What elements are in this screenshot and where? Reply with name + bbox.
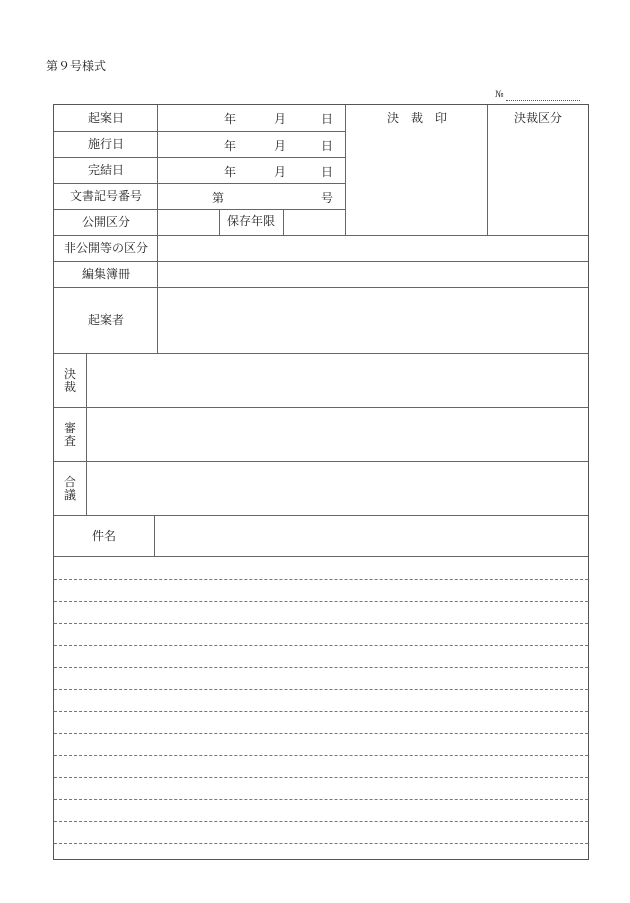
- row-divider: [54, 131, 345, 132]
- row-divider: [54, 287, 588, 288]
- subject-line: [54, 711, 588, 712]
- retention-right-divider: [283, 209, 284, 235]
- label-column-divider: [157, 105, 158, 353]
- class-column-divider: [487, 105, 488, 235]
- subject-line: [54, 689, 588, 690]
- retention-left-divider: [219, 209, 220, 235]
- draft-date-year: 年: [224, 112, 237, 126]
- subject-line: [54, 601, 588, 602]
- doc-number-prefix: 第: [212, 191, 225, 205]
- subject-line: [54, 645, 588, 646]
- completion-date-day: 日: [321, 165, 334, 179]
- row-divider: [54, 461, 588, 462]
- subject-line: [54, 777, 588, 778]
- subject-line: [54, 733, 588, 734]
- draft-date-day: 日: [321, 112, 334, 126]
- enforcement-date-year: 年: [224, 139, 237, 153]
- approval-class-label: 決裁区分: [513, 111, 563, 125]
- number-label: №: [495, 90, 504, 100]
- row-divider: [54, 515, 588, 516]
- doc-number-label: 文書記号番号: [69, 189, 143, 203]
- form-title: 第９号様式: [46, 59, 107, 73]
- subject-line: [54, 579, 588, 580]
- consultation-section-label: 合 議: [63, 475, 76, 502]
- row-divider: [54, 209, 345, 210]
- subject-line: [54, 821, 588, 822]
- enforcement-date-month: 月: [274, 139, 287, 153]
- row-divider: [54, 235, 588, 236]
- subject-line: [54, 623, 588, 624]
- enforcement-date-day: 日: [321, 139, 334, 153]
- subject-line: [54, 667, 588, 668]
- row-divider: [54, 183, 345, 184]
- drafter-label: 起案者: [87, 313, 125, 327]
- subject-line: [54, 799, 588, 800]
- public-class-label: 公開区分: [81, 215, 131, 229]
- enforcement-date-label: 施行日: [87, 137, 125, 151]
- non-public-class-label: 非公開等の区分: [63, 241, 149, 255]
- binder-label: 編集簿冊: [81, 267, 131, 281]
- review-section-label: 審 査: [63, 421, 76, 448]
- row-divider: [54, 407, 588, 408]
- approval-form-frame: [53, 104, 589, 860]
- row-divider: [54, 556, 588, 557]
- completion-date-year: 年: [224, 165, 237, 179]
- retention-period-label: 保存年限: [226, 214, 276, 228]
- doc-number-suffix: 号: [321, 191, 334, 205]
- completion-date-label: 完結日: [87, 163, 125, 177]
- row-divider: [54, 261, 588, 262]
- subject-label-divider: [154, 515, 155, 556]
- approval-section-label: 決 裁: [63, 367, 76, 394]
- row-divider: [54, 353, 588, 354]
- seal-column-left-divider: [345, 105, 346, 235]
- row-divider: [54, 157, 345, 158]
- section-label-divider: [86, 353, 87, 515]
- draft-date-month: 月: [274, 112, 287, 126]
- subject-line: [54, 843, 588, 844]
- completion-date-month: 月: [274, 165, 287, 179]
- number-field[interactable]: [506, 100, 580, 101]
- draft-date-label: 起案日: [87, 111, 125, 125]
- subject-line: [54, 755, 588, 756]
- approval-seal-label: 決 裁 印: [386, 111, 448, 125]
- subject-label: 件名: [91, 529, 117, 543]
